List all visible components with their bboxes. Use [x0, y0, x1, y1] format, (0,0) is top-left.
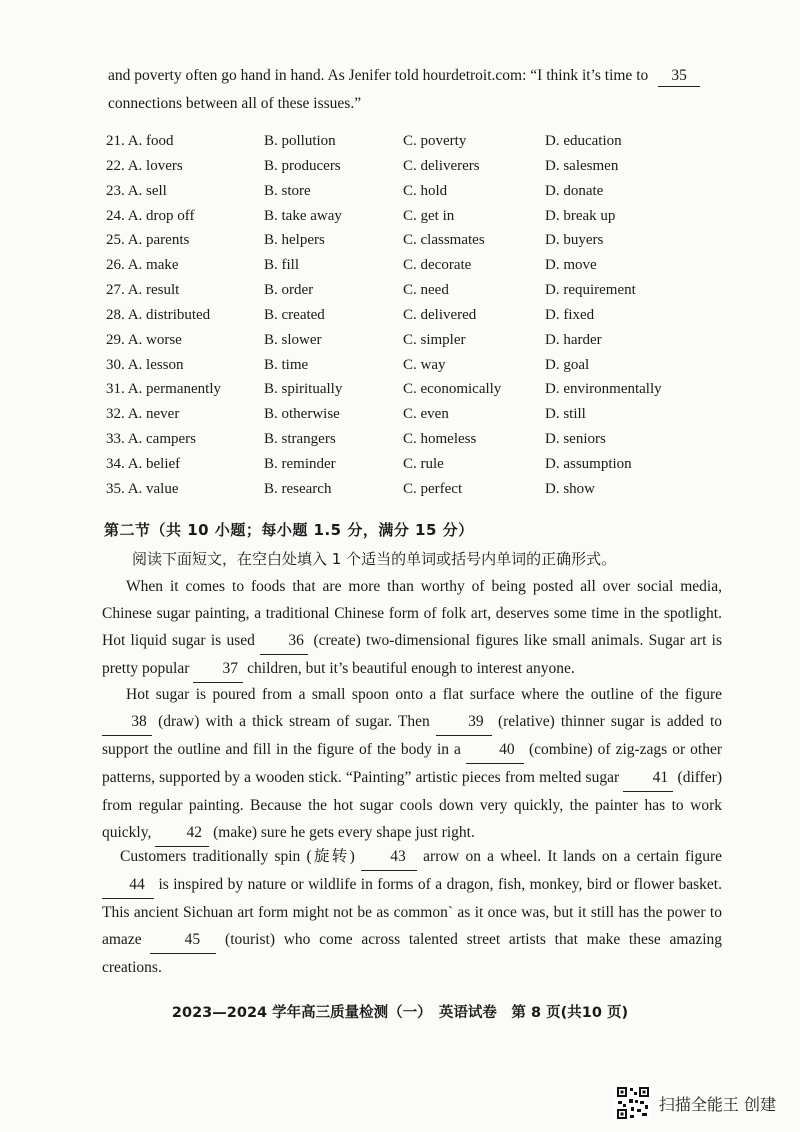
- option-b: [264, 205, 342, 227]
- option-text: C. way: [403, 356, 446, 373]
- option-text: D. education: [545, 133, 622, 149]
- option-text: B. time: [264, 356, 309, 373]
- section-heading: 第二节（共 10 小题；每小题 1.5 分，满分 15 分）: [104, 521, 474, 539]
- option-row: [106, 205, 726, 230]
- option-d: [545, 229, 603, 251]
- option-row: [106, 180, 726, 205]
- option-text: B. store: [264, 182, 311, 199]
- qr-code-icon: [615, 1085, 651, 1121]
- blank-41: 41: [623, 764, 673, 792]
- option-c: [403, 329, 466, 351]
- option-text: B. order: [264, 282, 314, 299]
- option-row: [106, 130, 726, 155]
- option-c: [403, 205, 454, 227]
- option-b: [264, 229, 325, 251]
- option-b: [264, 478, 331, 500]
- option-number: 32.: [106, 406, 125, 423]
- option-text: C. perfect: [403, 480, 463, 497]
- option-row: [106, 453, 726, 478]
- option-row: [106, 403, 726, 428]
- option-text: D. still: [545, 406, 586, 423]
- option-text: D. break up: [545, 207, 616, 224]
- option-d: [545, 403, 586, 425]
- option-b: [264, 453, 336, 475]
- option-b: [264, 254, 299, 276]
- option-d: [545, 304, 594, 326]
- option-b: [264, 155, 341, 177]
- option-c: [403, 130, 466, 152]
- option-text: B. fill: [264, 257, 300, 274]
- passage-paragraph-1: [102, 573, 722, 683]
- option-a: [106, 180, 167, 202]
- p2-text-e: (differ) from regular painting. Because the hot sugar cools down very quickly, the painter has to work quickly,: [102, 769, 722, 841]
- option-text: C. rule: [403, 455, 444, 472]
- option-row: [106, 229, 726, 254]
- option-row: [106, 354, 726, 379]
- option-number: 22.: [106, 157, 125, 174]
- option-text: A. lesson: [127, 356, 184, 373]
- option-text: C. delivered: [403, 306, 477, 323]
- option-a: [106, 453, 180, 475]
- option-b: [264, 304, 325, 326]
- section-instruction: 阅读下面短文，在空白处填入 1 个适当的单词或括号内单词的正确形式。: [132, 550, 617, 568]
- option-number: 30.: [106, 356, 125, 373]
- option-a: [106, 155, 183, 177]
- option-d: [545, 478, 595, 500]
- option-a: [106, 229, 189, 251]
- option-text: D. buyers: [545, 232, 604, 249]
- option-b: [264, 279, 313, 301]
- option-number: 33.: [106, 431, 125, 448]
- option-d: [545, 378, 662, 400]
- watermark-text: 扫描全能王 创建: [658, 1094, 776, 1114]
- option-b: [264, 428, 336, 450]
- option-a: [106, 279, 179, 301]
- option-text: A. worse: [127, 331, 182, 348]
- p2-text-c: (relative) thinner sugar is added to support the outline and fill in the figure of the body in a: [102, 713, 723, 758]
- option-text: D. donate: [545, 182, 604, 199]
- option-text: D. move: [545, 257, 597, 274]
- option-d: [545, 329, 602, 351]
- option-text: B. pollution: [264, 133, 336, 149]
- p1-text-a: When it comes to foods that are more than worthy of being posted all over social media, Chinese sugar painting, a traditional Chinese form of folk art, deserves some time in the spotlight. Hot liquid sugar is used: [102, 578, 722, 649]
- option-c: [403, 304, 476, 326]
- option-number: 28.: [106, 306, 125, 323]
- option-text: A. make: [127, 257, 179, 274]
- option-c: [403, 279, 449, 301]
- option-text: C. simpler: [403, 331, 466, 348]
- option-c: [403, 378, 501, 400]
- option-b: [264, 329, 322, 351]
- p3-text-b: arrow on a wheel. It lands on a certain figure: [423, 848, 723, 865]
- blank-37: 37: [193, 655, 243, 683]
- option-text: D. salesmen: [545, 157, 619, 174]
- option-text: B. reminder: [264, 455, 336, 472]
- option-text: D. goal: [545, 356, 590, 373]
- option-number: 31.: [106, 381, 125, 398]
- option-row: [106, 478, 726, 503]
- passage-paragraph-2: [102, 681, 722, 847]
- option-text: D. requirement: [545, 282, 636, 299]
- option-text: A. value: [127, 480, 179, 497]
- option-row: [106, 155, 726, 180]
- option-b: [264, 403, 340, 425]
- option-number: 21.: [106, 133, 125, 149]
- option-text: A. result: [127, 282, 180, 299]
- option-text: D. fixed: [545, 306, 595, 323]
- top-line-1-text: and poverty often go hand in hand. As Jenifer told hourdetroit.com: “I think it’s time to: [108, 67, 649, 84]
- option-b: [264, 354, 308, 376]
- option-text: D. assumption: [545, 455, 632, 472]
- option-d: [545, 279, 636, 301]
- option-number: 35.: [106, 480, 125, 497]
- option-a: [106, 478, 179, 500]
- option-d: [545, 254, 597, 276]
- p1-text-c: children, but it’s beautiful enough to interest anyone.: [247, 660, 575, 677]
- option-row: [106, 279, 726, 304]
- option-number: 34.: [106, 455, 125, 472]
- option-c: [403, 254, 471, 276]
- option-c: [403, 453, 444, 475]
- scanner-watermark: [615, 1085, 776, 1121]
- option-a: [106, 329, 182, 351]
- option-d: [545, 155, 618, 177]
- p3-text-c: is inspired by nature or wildlife in forms of a dragon, fish, monkey, bird or flower basket. This ancient Sichuan art form might not be as common` as it once was, but it still has the power to amaze: [102, 876, 722, 948]
- option-a: [106, 304, 210, 326]
- option-text: A. food: [127, 133, 174, 149]
- option-text: C. deliverers: [403, 157, 480, 174]
- p2-text-f: (make) sure he gets every shape just right.: [213, 824, 475, 841]
- blank-39: 39: [436, 708, 492, 736]
- option-row: [106, 378, 726, 403]
- option-text: C. homeless: [403, 431, 477, 448]
- option-number: 27.: [106, 282, 125, 299]
- option-text: B. producers: [264, 157, 341, 174]
- option-d: [545, 180, 603, 202]
- option-c: [403, 155, 480, 177]
- option-a: [106, 130, 174, 152]
- option-row: [106, 254, 726, 279]
- blank-45: 45: [150, 926, 216, 954]
- blank-35: 35: [658, 66, 700, 87]
- option-text: B. strangers: [264, 431, 336, 448]
- options-table: [106, 130, 726, 503]
- option-a: [106, 378, 221, 400]
- option-number: 23.: [106, 182, 125, 199]
- option-c: [403, 428, 476, 450]
- option-row: [106, 329, 726, 354]
- option-c: [403, 229, 485, 251]
- option-d: [545, 130, 622, 152]
- blank-44: 44: [102, 871, 154, 899]
- option-a: [106, 428, 196, 450]
- option-a: [106, 403, 179, 425]
- option-text: C. poverty: [403, 133, 467, 149]
- option-text: C. need: [403, 282, 449, 299]
- option-text: A. sell: [127, 182, 167, 199]
- option-text: A. campers: [127, 431, 196, 448]
- option-a: [106, 254, 179, 276]
- option-text: C. economically: [403, 381, 502, 398]
- option-a: [106, 205, 194, 227]
- option-a: [106, 354, 184, 376]
- option-text: B. slower: [264, 331, 322, 348]
- option-text: B. research: [264, 480, 332, 497]
- p3-text-d: (tourist) who come across talented street artists that make these amazing creations.: [102, 931, 723, 976]
- option-b: [264, 180, 311, 202]
- option-text: D. harder: [545, 331, 602, 348]
- blank-43: 43: [361, 843, 417, 871]
- page-footer: 2023—2024 学年高三质量检测（一） 英语试卷 第 8 页(共10 页): [171, 1005, 629, 1021]
- top-line-1: [108, 66, 700, 87]
- blank-40: 40: [466, 736, 524, 764]
- option-text: A. distributed: [127, 306, 211, 323]
- option-text: C. get in: [403, 207, 455, 224]
- option-d: [545, 428, 606, 450]
- option-c: [403, 403, 449, 425]
- option-text: C. even: [403, 406, 449, 423]
- option-row: [106, 428, 726, 453]
- blank-36: 36: [260, 627, 308, 655]
- option-text: C. hold: [403, 182, 448, 199]
- option-text: D. show: [545, 480, 596, 497]
- option-number: 25.: [106, 232, 125, 249]
- option-text: B. take away: [264, 207, 342, 224]
- p2-text-d: (combine) of zig-zags or other patterns, supported by a wooden stick. “Painting” artistic pieces from melted sugar: [102, 741, 722, 786]
- option-number: 24.: [106, 207, 125, 224]
- option-d: [545, 205, 615, 227]
- option-text: A. belief: [127, 455, 181, 472]
- option-d: [545, 453, 632, 475]
- option-text: A. never: [127, 406, 180, 423]
- option-text: B. spiritually: [264, 381, 343, 398]
- option-number: 29.: [106, 331, 125, 348]
- p1-text-b: (create) two-dimensional figures like small animals. Sugar art is pretty popular: [102, 632, 723, 677]
- option-text: D. environmentally: [545, 381, 662, 398]
- option-row: [106, 304, 726, 329]
- blank-38: 38: [102, 708, 152, 736]
- option-text: A. drop off: [127, 207, 195, 224]
- option-text: C. classmates: [403, 232, 485, 249]
- p2-text-a: Hot sugar is poured from a small spoon onto a flat surface where the outline of the figure: [126, 686, 722, 703]
- option-c: [403, 478, 462, 500]
- top-line-2: connections between all of these issues.”: [108, 95, 362, 112]
- option-text: B. helpers: [264, 232, 325, 249]
- option-d: [545, 354, 589, 376]
- option-text: C. decorate: [403, 257, 472, 274]
- passage-paragraph-3: [102, 843, 722, 981]
- option-number: 26.: [106, 257, 125, 274]
- option-text: B. created: [264, 306, 325, 323]
- option-c: [403, 180, 447, 202]
- p2-text-b: (draw) with a thick stream of sugar. Then: [158, 713, 430, 730]
- option-b: [264, 378, 342, 400]
- option-text: A. parents: [127, 232, 190, 249]
- option-b: [264, 130, 336, 152]
- blank-42: 42: [155, 819, 209, 847]
- option-text: B. otherwise: [264, 406, 340, 423]
- option-c: [403, 354, 446, 376]
- option-text: A. permanently: [127, 381, 221, 398]
- option-text: A. lovers: [127, 157, 183, 174]
- option-text: D. seniors: [545, 431, 606, 448]
- p3-text-a: Customers traditionally spin (旋转): [120, 848, 355, 865]
